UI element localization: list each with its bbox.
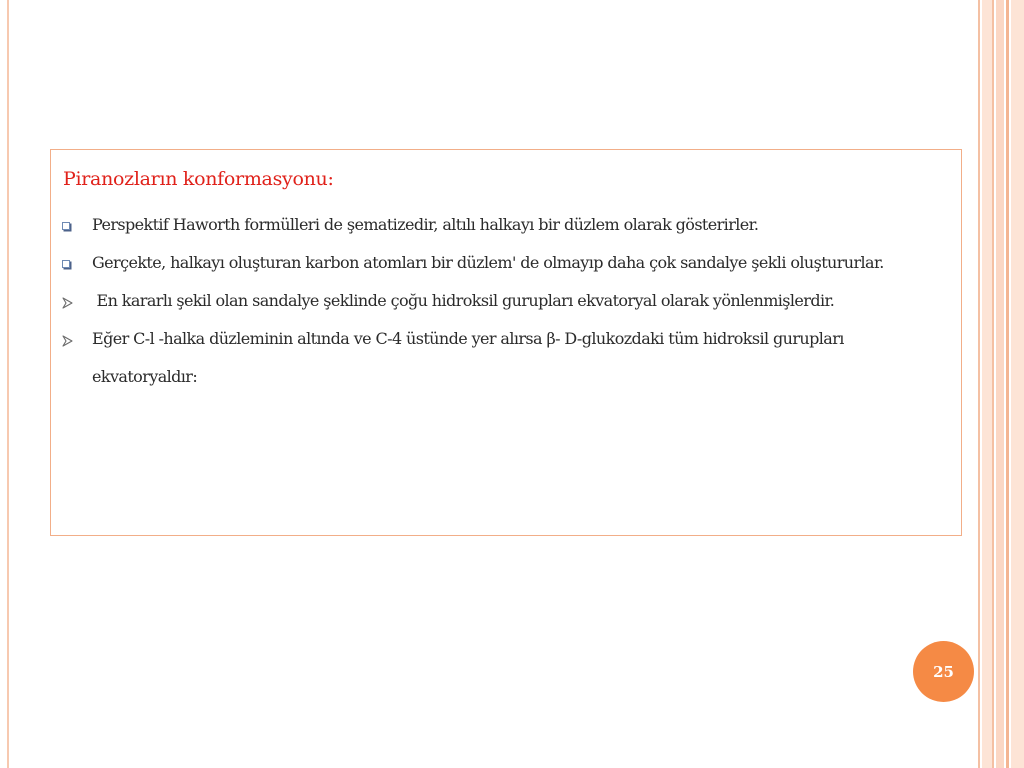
bullet-item bbox=[61, 328, 951, 396]
page-number-badge: 25 bbox=[913, 641, 974, 702]
bullet-text: Gerçekte, halkayı oluşturan karbon atomları bir düzlem' de olmayıp daha çok sandalye şekli oluştururlar. bbox=[92, 253, 884, 272]
square-bullet-icon bbox=[62, 260, 70, 268]
arrow-bullet-icon bbox=[62, 335, 73, 347]
bullet-text: Perspektif Haworth formülleri de şematizedir, altılı halkayı bir düzlem olarak gösterirler. bbox=[92, 215, 759, 234]
bullet-text: En kararlı şekil olan sandalye şeklinde çoğu hidroksil gurupları ekvatoryal olarak yönlenmişlerdir. bbox=[92, 291, 835, 310]
arrow-bullet-icon bbox=[62, 297, 73, 309]
bullet-item bbox=[61, 290, 951, 320]
bullet-item bbox=[61, 252, 951, 282]
content-text-box bbox=[50, 149, 962, 536]
bullet-text: Eğer C-l -halka düzleminin altında ve C-4 üstünde yer alırsa β- D-glukozdaki tüm hidroksil gurupları ekvatoryaldır: bbox=[92, 329, 844, 386]
right-decorative-stripes bbox=[978, 0, 1024, 768]
left-decorative-line bbox=[7, 0, 9, 768]
bullet-list bbox=[61, 214, 951, 404]
square-bullet-icon bbox=[62, 222, 70, 230]
slide-heading: Piranozların konformasyonu: bbox=[63, 168, 334, 190]
bullet-item bbox=[61, 214, 951, 244]
